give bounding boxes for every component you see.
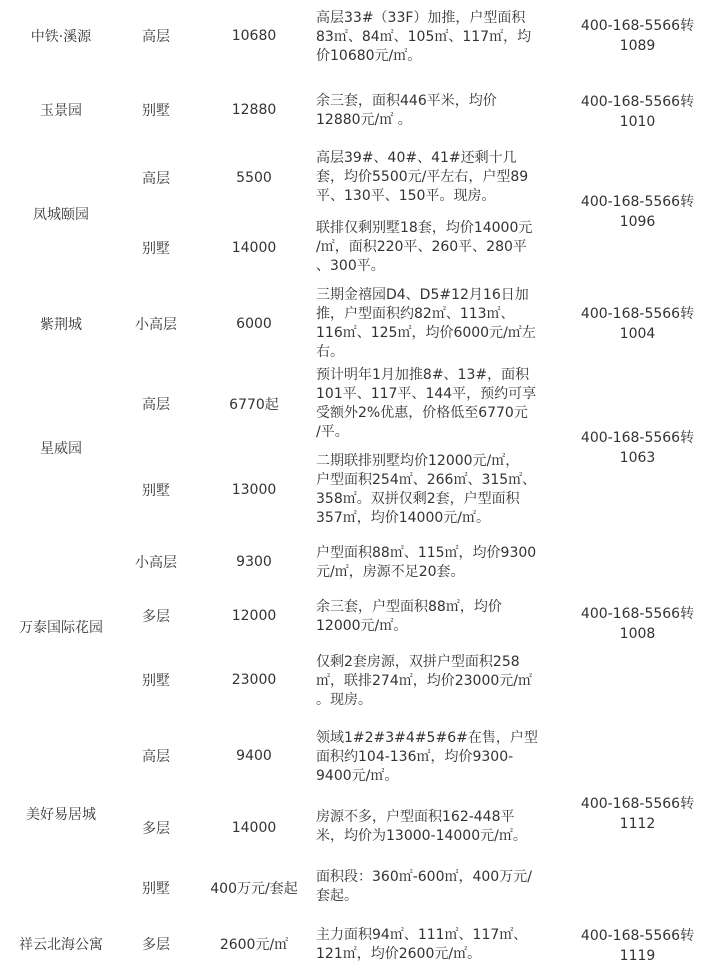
hotline-extension: 1119 — [619, 948, 656, 964]
project-name: 星威园 — [40, 441, 82, 457]
hotline-number: 400-168-5566转 — [580, 18, 695, 34]
hotline-number: 400-168-5566转 — [580, 430, 695, 446]
property-type: 别墅 — [142, 881, 170, 897]
sales-description: 户型面积88㎡、115㎡，均价9300 元/㎡，房源不足20套。 — [316, 545, 537, 580]
property-type: 别墅 — [142, 241, 170, 257]
sales-description: 余三套，户型面积88㎡，均价 12000元/㎡。 — [316, 599, 502, 634]
average-price: 9400 — [236, 748, 272, 764]
hotline — [566, 424, 709, 472]
average-price: 2600元/㎡ — [219, 937, 289, 953]
average-price: 6770起 — [229, 397, 279, 413]
sales-description: 余三套，面积446平米，均价 12880元/㎡ 。 — [316, 93, 497, 128]
property-type: 别墅 — [142, 103, 170, 119]
property-type: 高层 — [142, 29, 170, 45]
average-price: 12880 — [231, 102, 277, 118]
project-name: 祥云北海公寓 — [19, 937, 103, 953]
average-price: 23000 — [231, 672, 277, 688]
hotline — [566, 12, 709, 60]
hotline-extension: 1112 — [619, 816, 656, 832]
sales-description: 领域1#2#3#4#5#6#在售，户型 面积约104-136㎡，均价9300- 9400元/㎡。 — [316, 729, 538, 784]
property-type: 小高层 — [135, 555, 177, 571]
hotline — [566, 922, 709, 970]
property-type: 高层 — [142, 397, 170, 413]
hotline-number: 400-168-5566转 — [580, 928, 695, 944]
property-type: 多层 — [142, 609, 170, 625]
average-price: 13000 — [231, 482, 277, 498]
hotline-number: 400-168-5566转 — [580, 306, 695, 322]
hotline — [566, 188, 709, 236]
average-price: 14000 — [231, 820, 277, 836]
hotline-extension: 1089 — [619, 38, 656, 54]
hotline-extension: 1010 — [619, 114, 656, 130]
property-type: 别墅 — [142, 673, 170, 689]
hotline — [566, 300, 709, 348]
sales-description: 面积段：360㎡-600㎡，400万元/ 套起。 — [316, 869, 532, 904]
property-type: 多层 — [142, 937, 170, 953]
sales-description: 三期金禧园D4、D5#12月16日加 推，户型面积约82㎡、113㎡、 116㎡、125㎡，均价6000元/㎡左 右。 — [316, 287, 536, 360]
sales-description: 高层39#、40#、41#还剩十几 套，均价5500元/平左右，户型89 平、130平、150平。现房。 — [316, 149, 529, 204]
hotline-number: 400-168-5566转 — [580, 606, 695, 622]
sales-description: 预计明年1月加推8#、13#，面积 101平、117平、144平，预约可享 受额外2%优惠，价格低至6770元 /平。 — [316, 367, 537, 440]
hotline-extension: 1008 — [619, 626, 656, 642]
hotline-number: 400-168-5566转 — [580, 194, 695, 210]
property-type: 高层 — [142, 749, 170, 765]
hotline — [566, 88, 709, 136]
sales-description: 房源不多，户型面积162-448平 米，均价为13000-14000元/㎡。 — [316, 809, 527, 844]
property-type: 多层 — [142, 821, 170, 837]
average-price: 400万元/套起 — [210, 881, 298, 897]
average-price: 5500 — [236, 170, 272, 186]
project-name: 紫荆城 — [40, 317, 82, 333]
project-name: 美好易居城 — [26, 807, 96, 823]
sales-description: 二期联排别墅均价12000元/㎡， 户型面积254㎡、266㎡、315㎡、 358㎡。双拼仅剩2套，户型面积 357㎡，均价14000元/㎡。 — [316, 453, 537, 526]
average-price: 12000 — [231, 608, 277, 624]
hotline — [566, 600, 709, 648]
hotline — [566, 790, 709, 838]
sales-description: 仅剩2套房源，双拼户型面积258 ㎡，联排274㎡，均价23000元/㎡ 。现房。 — [316, 653, 532, 708]
hotline-number: 400-168-5566转 — [580, 94, 695, 110]
sales-description: 主力面积94㎡、111㎡、117㎡、 121㎡，均价2600元/㎡。 — [316, 927, 528, 962]
property-type: 别墅 — [142, 483, 170, 499]
average-price: 10680 — [231, 28, 277, 44]
property-type: 小高层 — [135, 317, 177, 333]
average-price: 14000 — [231, 240, 277, 256]
sales-description: 联排仅剩别墅18套，均价14000元 /㎡，面积220平、260平、280平 、300平。 — [316, 219, 533, 274]
property-type: 高层 — [142, 171, 170, 187]
project-name: 中铁·溪源 — [30, 29, 92, 45]
average-price: 9300 — [236, 554, 272, 570]
average-price: 6000 — [236, 316, 272, 332]
hotline-extension: 1063 — [619, 450, 656, 466]
project-name: 玉景园 — [40, 103, 82, 119]
hotline-extension: 1096 — [619, 214, 656, 230]
sales-description: 高层33#（33F）加推，户型面积 83㎡、84㎡、105㎡、117㎡，均 价10680元/㎡。 — [316, 9, 532, 64]
hotline-extension: 1004 — [619, 326, 656, 342]
project-name: 凤城颐园 — [33, 207, 89, 223]
hotline-number: 400-168-5566转 — [580, 796, 695, 812]
project-name: 万泰国际花园 — [19, 620, 103, 636]
